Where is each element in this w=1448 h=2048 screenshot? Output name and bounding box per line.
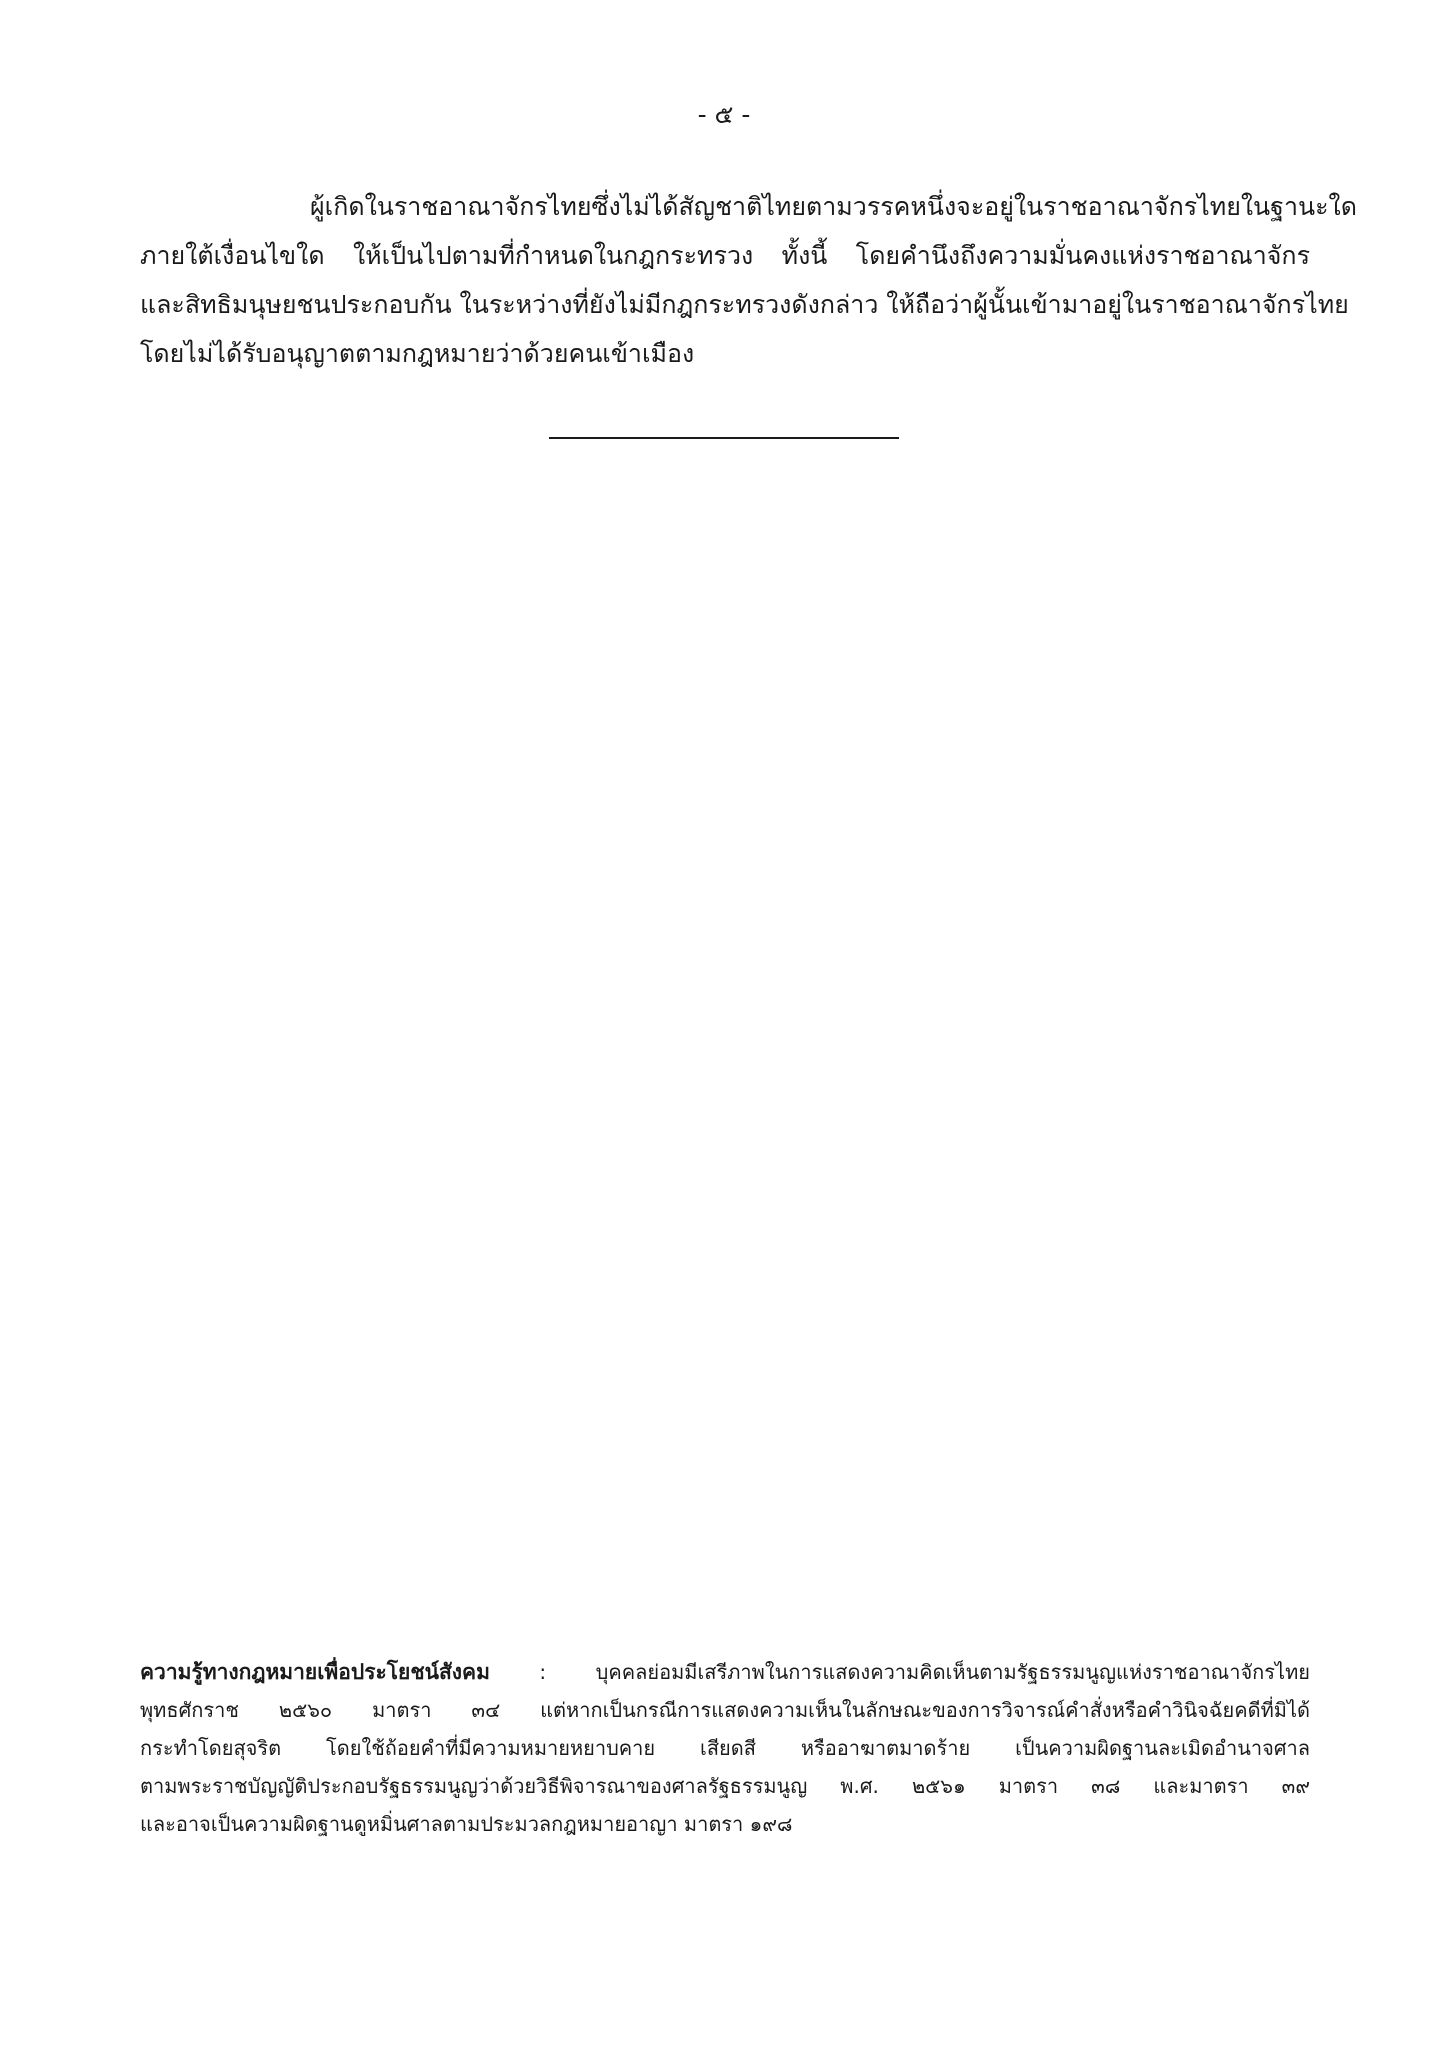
main-paragraph [140,182,1357,378]
legal-knowledge-footnote [140,1653,1310,1843]
footnote-line: กระทำโดยสุจริต โดยใช้ถ้อยคำที่มีความหมายหยาบคาย เสียดสี หรืออาฆาตมาดร้าย เป็นความผิดฐานละเมิดอำนาจศาล [140,1736,1310,1760]
footnote-line: ตามพระราชบัญญัติประกอบรัฐธรรมนูญว่าด้วยวิธีพิจารณาของศาลรัฐธรรมนูญ พ.ศ. ๒๕๖๑ มาตรา ๓๘ และมาตรา ๓๙ [140,1774,1310,1798]
footnote-colon: : [489,1660,596,1684]
paragraph-line: โดยไม่ได้รับอนุญาตตามกฎหมายว่าด้วยคนเข้าเมือง [140,339,695,368]
footnote-line: และอาจเป็นความผิดฐานดูหมิ่นศาลตามประมวลกฎหมายอาญา มาตรา ๑๙๘ [140,1812,793,1836]
footnote-heading: ความรู้ทางกฎหมายเพื่อประโยชน์สังคม [140,1660,490,1684]
paragraph-line: และสิทธิมนุษยชนประกอบกัน ในระหว่างที่ยังไม่มีกฎกระทรวงดังกล่าว ให้ถือว่าผู้นั้นเข้ามาอยู่ในราชอาณาจักรไทย [140,290,1349,319]
paragraph-line: ผู้เกิดในราชอาณาจักรไทยซึ่งไม่ได้สัญชาติไทยตามวรรคหนึ่งจะอยู่ในราชอาณาจักรไทยในฐานะใด [310,192,1357,221]
section-divider [549,437,899,439]
footnote-line: พุทธศักราช ๒๕๖๐ มาตรา ๓๔ แต่หากเป็นกรณีการแสดงความเห็นในลักษณะของการวิจารณ์คำสั่งหรือคำวินิจฉัยคดีที่มิได้ [140,1698,1310,1722]
footnote-first-line-text: บุคคลย่อมมีเสรีภาพในการแสดงความคิดเห็นตามรัฐธรรมนูญแห่งราชอาณาจักรไทย [595,1660,1310,1684]
footnote-first-line [140,1653,1310,1691]
paragraph-line: ภายใต้เงื่อนไขใด ให้เป็นไปตามที่กำหนดในกฎกระทรวง ทั้งนี้ โดยคำนึงถึงความมั่นคงแห่งราชอาณาจักร [140,241,1310,270]
page-number: - ๕ - [697,100,751,129]
